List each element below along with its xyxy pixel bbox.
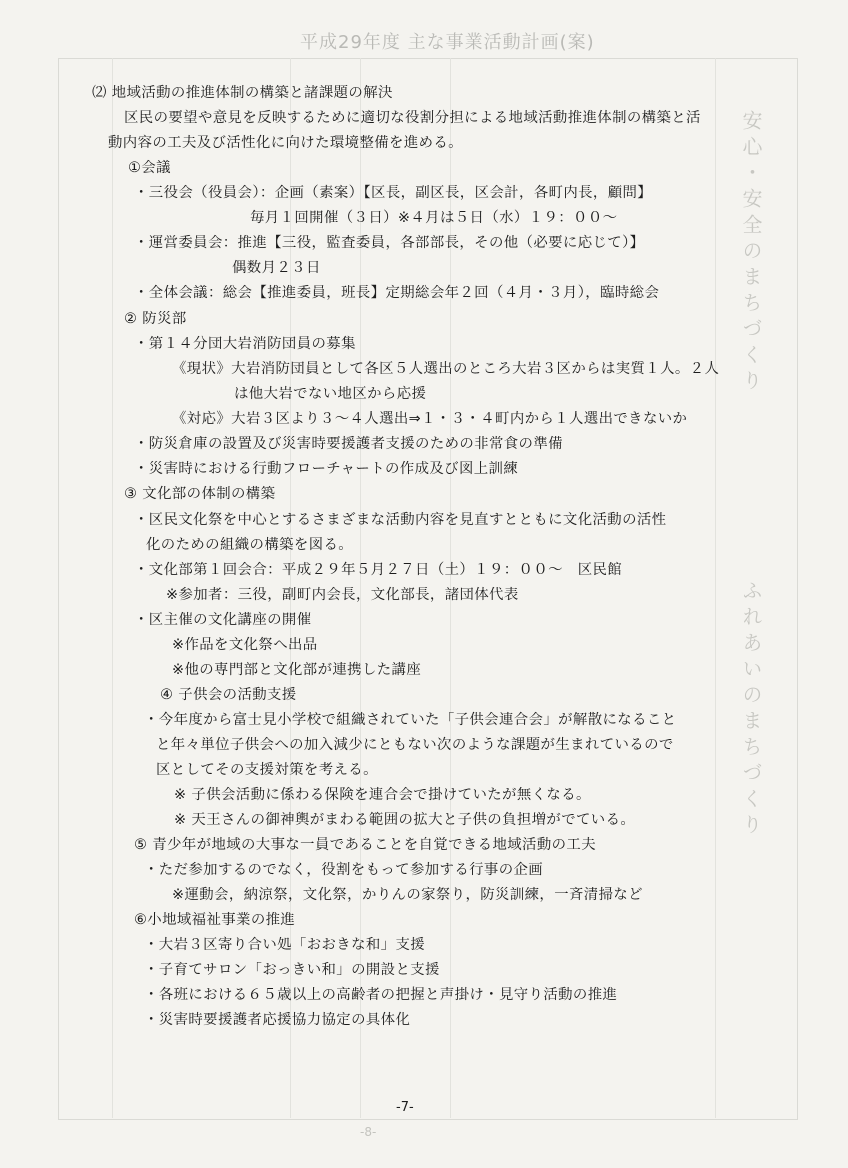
- meeting-schedule: 毎月１回開催（３日）※４月は５日（水）１９：００～: [250, 210, 618, 226]
- bunka-note: ※作品を文化祭へ出品: [172, 637, 318, 653]
- kodomo-note: ※ 子供会活動に係わる保険を連合会で掛けていたが無くなる。: [174, 787, 591, 803]
- meeting-schedule: 偶数月２３日: [232, 260, 321, 276]
- bunka-note: ※参加者：三役，副町内会長，文化部長，諸団体代表: [166, 587, 519, 603]
- kodomo-paragraph: 区としてその支援対策を考える。: [156, 762, 378, 778]
- bleed-through-vertical-text: ふれあいのまちづくり: [739, 580, 763, 840]
- fukushi-item: ・子育てサロン「おっきい和」の開設と支援: [144, 962, 440, 978]
- fukushi-item: ・各班における６５歳以上の高齢者の把握と声掛け・見守り活動の推進: [144, 987, 618, 1003]
- bleed-through-column-line: [112, 58, 113, 1118]
- subsection-heading-fukushi: ⑥小地域福祉事業の推進: [134, 912, 296, 928]
- fukushi-item: ・災害時要援護者応援協力協定の具体化: [144, 1012, 411, 1028]
- subsection-heading-seishonen: ⑤ 青少年が地域の大事な一員であることを自覚できる地域活動の工夫: [134, 837, 596, 853]
- bousai-status: 《現状》大岩消防団員として各区５人選出のところ大岩３区からは実質１人。２人: [172, 361, 720, 377]
- bunka-note: ※他の専門部と文化部が連携した講座: [172, 662, 422, 678]
- subsection-heading-kodomo: ④ 子供会の活動支援: [160, 687, 297, 703]
- bunka-item: ・区民文化祭を中心とするさまざまな活動内容を見直すとともに文化活動の活性: [134, 512, 667, 528]
- intro-line: 動内容の工夫及び活性化に向けた環境整備を進める。: [108, 135, 463, 151]
- kodomo-paragraph: と年々単位子供会への加入減少にともない次のような課題が生まれているので: [156, 737, 674, 753]
- intro-line: 区民の要望や意見を反映するために適切な役割分担による地域活動推進体制の構築と活: [124, 110, 701, 126]
- bunka-item: ・文化部第１回会合：平成２９年５月２７日（土）１９：００～ 区民館: [134, 562, 623, 578]
- bousai-item: ・防災倉庫の設置及び災害時要援護者支援のための非常食の準備: [134, 436, 563, 452]
- meeting-item: ・全体会議：総会【推進委員，班長】定期総会年２回（４月・３月），臨時総会: [134, 285, 660, 301]
- subsection-heading-bunka: ③ 文化部の体制の構築: [124, 486, 276, 502]
- bousai-response: 《対応》大岩３区より３～４人選出⇒１・３・４町内から１人選出できないか: [172, 411, 688, 427]
- bousai-item: ・災害時における行動フローチャートの作成及び図上訓練: [134, 461, 519, 477]
- bousai-item: ・第１４分団大岩消防団員の募集: [134, 336, 356, 352]
- bousai-status: は他大岩でない地区から応援: [234, 386, 427, 402]
- bleed-through-page-number: -8-: [360, 1125, 377, 1139]
- subsection-heading-meeting: ①会議: [128, 160, 171, 176]
- subsection-heading-bousai: ② 防災部: [124, 311, 187, 327]
- bleed-through-vertical-text: 安心・安全のまちづくり: [739, 110, 763, 396]
- meeting-item: ・三役会（役員会）：企画（素案）【区長，副区長，区会計，各町内長，顧問】: [134, 185, 653, 201]
- fukushi-item: ・大岩３区寄り合い処「おおきな和」支援: [144, 937, 426, 953]
- section-heading: ⑵ 地域活動の推進体制の構築と諸課題の解決: [92, 85, 393, 101]
- seishonen-note: ※運動会，納涼祭，文化祭，かりんの家祭り，防災訓練，一斉清掃など: [172, 887, 643, 903]
- bunka-item: 化のための組織の構築を図る。: [146, 537, 354, 553]
- meeting-item: ・運営委員会：推進【三役，監査委員，各部部長，その他（必要に応じて）】: [134, 235, 645, 251]
- kodomo-paragraph: ・今年度から富士見小学校で組織されていた「子供会連合会」が解散になること: [144, 712, 677, 728]
- bunka-item: ・区主催の文化講座の開催: [134, 612, 312, 628]
- kodomo-note: ※ 天王さんの御神輿がまわる範囲の拡大と子供の負担増がでている。: [174, 812, 636, 828]
- bleed-through-column-line: [715, 58, 716, 1118]
- seishonen-item: ・ただ参加するのでなく，役割をもって参加する行事の企画: [144, 862, 544, 878]
- bleed-through-title: 平成29年度 主な事業活動計画(案): [300, 32, 595, 53]
- page-number: -7-: [396, 1100, 414, 1115]
